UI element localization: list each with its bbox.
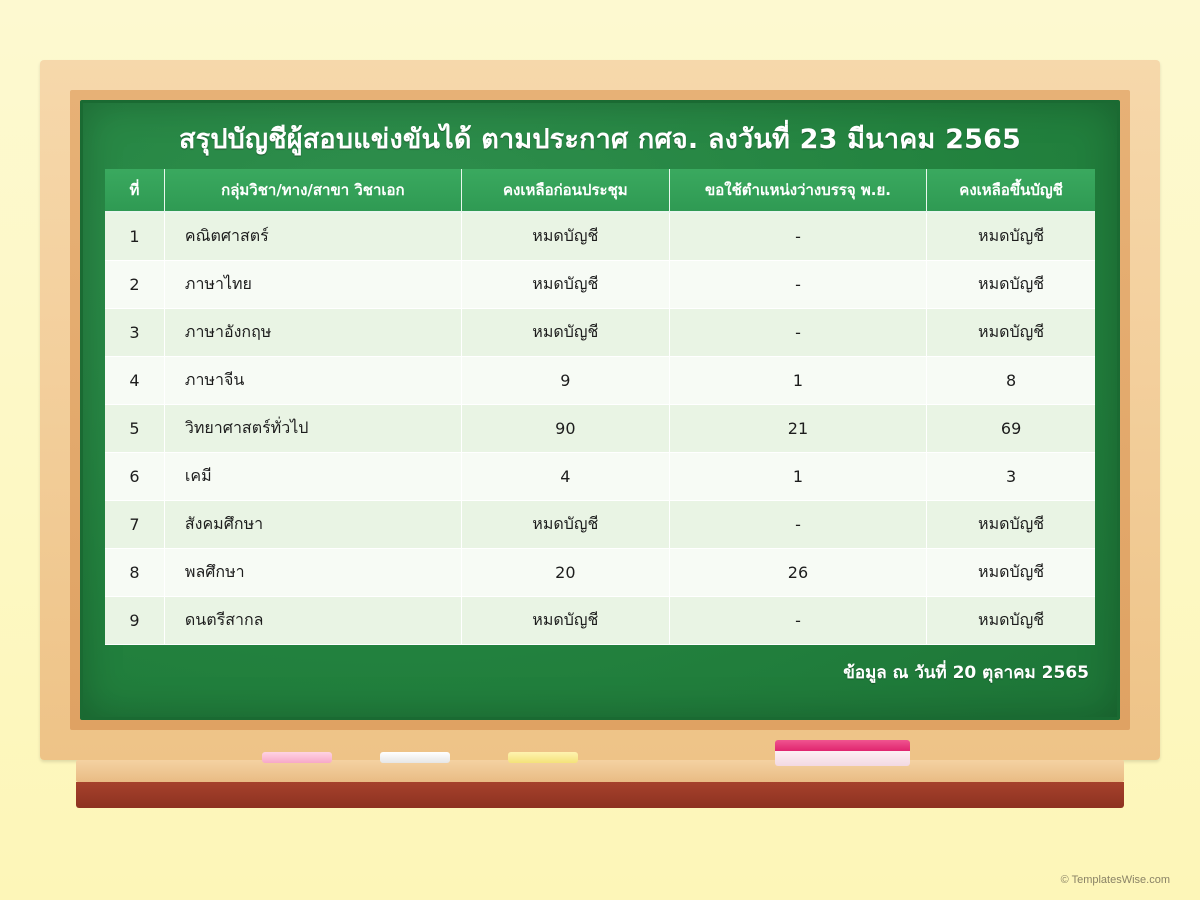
table-row bbox=[105, 548, 1095, 596]
cell-subject: ภาษาจีน bbox=[164, 356, 461, 404]
cell-subject: คณิตศาสตร์ bbox=[164, 212, 461, 261]
cell-no: 1 bbox=[105, 212, 164, 261]
chalk-stick-white bbox=[380, 752, 450, 763]
table-header-row bbox=[105, 169, 1095, 212]
cell-remaining: 69 bbox=[927, 404, 1095, 452]
table-row bbox=[105, 596, 1095, 644]
board-eraser bbox=[775, 740, 910, 766]
cell-remaining: หมดบัญชี bbox=[927, 548, 1095, 596]
cell-used: - bbox=[669, 500, 926, 548]
cell-used: - bbox=[669, 308, 926, 356]
cell-before: หมดบัญชี bbox=[461, 212, 669, 261]
cell-before: 90 bbox=[461, 404, 669, 452]
table-row bbox=[105, 212, 1095, 261]
column-header-no: ที่ bbox=[105, 169, 164, 212]
cell-remaining: หมดบัญชี bbox=[927, 308, 1095, 356]
template-credit: © TemplatesWise.com bbox=[1060, 874, 1170, 886]
eraser-body bbox=[775, 751, 910, 766]
cell-no: 4 bbox=[105, 356, 164, 404]
cell-remaining: 3 bbox=[927, 452, 1095, 500]
cell-subject: ภาษาไทย bbox=[164, 260, 461, 308]
data-as-of-note: ข้อมูล ณ วันที่ 20 ตุลาคม 2565 bbox=[843, 662, 1089, 683]
cell-remaining: หมดบัญชี bbox=[927, 260, 1095, 308]
table-row bbox=[105, 500, 1095, 548]
cell-used: 1 bbox=[669, 356, 926, 404]
cell-remaining: หมดบัญชี bbox=[927, 212, 1095, 261]
table-row bbox=[105, 308, 1095, 356]
cell-subject: ภาษาอังกฤษ bbox=[164, 308, 461, 356]
table-row bbox=[105, 452, 1095, 500]
cell-no: 5 bbox=[105, 404, 164, 452]
cell-remaining: หมดบัญชี bbox=[927, 596, 1095, 644]
blackboard-assembly bbox=[40, 60, 1160, 800]
column-header-used: ขอใช้ตำแหน่งว่างบรรจุ พ.ย. bbox=[669, 169, 926, 212]
cell-subject: ดนตรีสากล bbox=[164, 596, 461, 644]
cell-used: - bbox=[669, 596, 926, 644]
cell-used: 1 bbox=[669, 452, 926, 500]
chalk-stick-pink bbox=[262, 752, 332, 763]
cell-before: หมดบัญชี bbox=[461, 260, 669, 308]
column-header-subject: กลุ่มวิชา/ทาง/สาขา วิชาเอก bbox=[164, 169, 461, 212]
chalk-stick-yellow bbox=[508, 752, 578, 763]
cell-used: - bbox=[669, 260, 926, 308]
table-row bbox=[105, 260, 1095, 308]
column-header-remaining: คงเหลือขึ้นบัญชี bbox=[927, 169, 1095, 212]
cell-before: 20 bbox=[461, 548, 669, 596]
chalk-ledge-top bbox=[76, 760, 1124, 782]
column-header-before: คงเหลือก่อนประชุม bbox=[461, 169, 669, 212]
cell-before: หมดบัญชี bbox=[461, 308, 669, 356]
eraser-felt bbox=[775, 740, 910, 751]
cell-used: 26 bbox=[669, 548, 926, 596]
page-title: สรุปบัญชีผู้สอบแข่งขันได้ ตามประกาศ กศจ. ลงวันที่ 23 มีนาคม 2565 bbox=[178, 124, 1022, 155]
cell-no: 2 bbox=[105, 260, 164, 308]
table-header bbox=[105, 169, 1095, 212]
cell-no: 7 bbox=[105, 500, 164, 548]
cell-used: - bbox=[669, 212, 926, 261]
cell-before: หมดบัญชี bbox=[461, 500, 669, 548]
cell-before: หมดบัญชี bbox=[461, 596, 669, 644]
cell-subject: เคมี bbox=[164, 452, 461, 500]
cell-subject: พลศึกษา bbox=[164, 548, 461, 596]
cell-before: 9 bbox=[461, 356, 669, 404]
cell-no: 6 bbox=[105, 452, 164, 500]
cell-no: 3 bbox=[105, 308, 164, 356]
cell-before: 4 bbox=[461, 452, 669, 500]
summary-table bbox=[105, 169, 1095, 645]
table-row bbox=[105, 404, 1095, 452]
chalkboard-surface bbox=[80, 100, 1120, 720]
chalk-ledge-front bbox=[76, 782, 1124, 808]
cell-remaining: หมดบัญชี bbox=[927, 500, 1095, 548]
cell-remaining: 8 bbox=[927, 356, 1095, 404]
cell-used: 21 bbox=[669, 404, 926, 452]
cell-no: 9 bbox=[105, 596, 164, 644]
cell-subject: วิทยาศาสตร์ทั่วไป bbox=[164, 404, 461, 452]
cell-no: 8 bbox=[105, 548, 164, 596]
table-body bbox=[105, 212, 1095, 645]
cell-subject: สังคมศึกษา bbox=[164, 500, 461, 548]
table-row bbox=[105, 356, 1095, 404]
